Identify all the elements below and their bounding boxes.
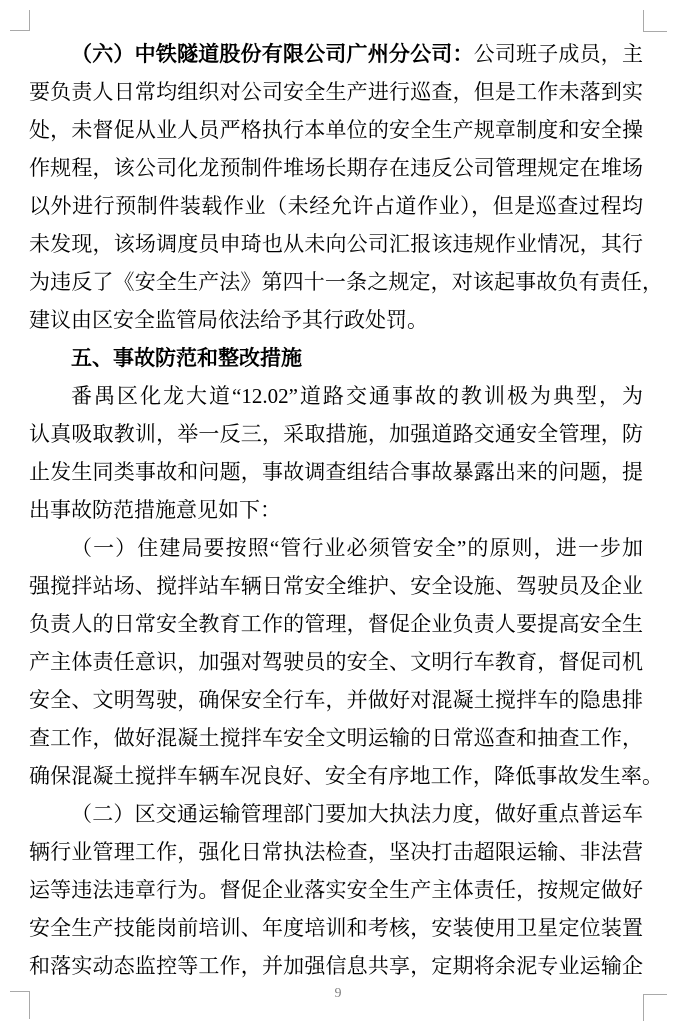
text-boundary-mark-top-left bbox=[10, 10, 30, 31]
text-line bbox=[29, 605, 643, 643]
bold-text-run: （六）中铁隧道股份有限公司广州分公司： bbox=[71, 42, 474, 66]
text-boundary-mark-top-right bbox=[643, 10, 667, 32]
text-run: 产主体责任意识，加强对驾驶员的安全、文明行车教育，督促司机 bbox=[29, 650, 643, 674]
text-line bbox=[29, 681, 643, 719]
text-line bbox=[29, 339, 643, 377]
text-run: 以外进行预制件装载作业（未经允许占道作业），但是巡查过程均 bbox=[29, 194, 643, 218]
text-run: 为违反了《安全生产法》第四十一条之规定，对该起事故负有责任， bbox=[29, 270, 663, 294]
text-run: 负责人的日常安全教育工作的管理，督促企业负责人要提高安全生 bbox=[29, 612, 643, 636]
text-run: 建议由区安全监管局依法给予其行政处罚。 bbox=[29, 308, 428, 332]
text-run: 番禺区化龙大道“12.02”道路交通事故的教训极为典型，为 bbox=[71, 384, 643, 408]
text-run: 公司班子成员，主 bbox=[473, 42, 643, 66]
text-line bbox=[29, 529, 643, 567]
text-run: 辆行业管理工作，强化日常执法检查，坚决打击超限运输、非法营 bbox=[29, 840, 643, 864]
document-text-block bbox=[29, 35, 663, 985]
text-run: 作规程，该公司化龙预制件堆场长期存在违反公司管理规定在堆场 bbox=[29, 156, 643, 180]
text-line bbox=[29, 567, 643, 605]
text-run: 要负责人日常均组织对公司安全生产进行巡查，但是工作未落到实 bbox=[29, 80, 643, 104]
text-line bbox=[29, 947, 643, 985]
text-line bbox=[29, 187, 643, 225]
text-run: 确保混凝土搅拌车辆车况良好、安全有序地工作，降低事故发生率。 bbox=[29, 764, 663, 788]
text-run: 强搅拌站场、搅拌站车辆日常安全维护、安全设施、驾驶员及企业 bbox=[29, 574, 643, 598]
text-line bbox=[29, 415, 643, 453]
text-line bbox=[29, 643, 643, 681]
text-run: 安全、文明驾驶，确保安全行车，并做好对混凝土搅拌车的隐患排 bbox=[29, 688, 643, 712]
text-line bbox=[29, 453, 643, 491]
text-line bbox=[29, 73, 643, 111]
text-line bbox=[29, 225, 643, 263]
text-run: 止发生同类事故和问题，事故调查组结合事故暴露出来的问题，提 bbox=[29, 460, 643, 484]
text-line bbox=[29, 833, 643, 871]
text-run: 未发现，该场调度员申琦也从未向公司汇报该违规作业情况，其行 bbox=[29, 232, 643, 256]
text-line bbox=[29, 757, 663, 795]
text-line bbox=[29, 795, 643, 833]
text-run: 和落实动态监控等工作，并加强信息共享，定期将余泥专业运输企 bbox=[29, 954, 643, 978]
text-line bbox=[29, 871, 643, 909]
text-line bbox=[29, 377, 643, 415]
text-run: 安全生产技能岗前培训、年度培训和考核，安装使用卫星定位装置 bbox=[29, 916, 643, 940]
text-run: （一）住建局要按照“管行业必须管安全”的原则，进一步加 bbox=[71, 536, 643, 560]
page-number: 9 bbox=[334, 986, 342, 1001]
text-line bbox=[29, 491, 643, 529]
text-run: （二）区交通运输管理部门要加大执法力度，做好重点普运车 bbox=[71, 802, 643, 826]
text-line bbox=[29, 111, 643, 149]
text-run: 出事故防范措施意见如下： bbox=[29, 498, 281, 522]
text-run: 处，未督促从业人员严格执行本单位的安全生产规章制度和安全操 bbox=[29, 118, 643, 142]
text-run: 查工作，做好混凝土搅拌车安全文明运输的日常巡查和抽查工作， bbox=[29, 726, 643, 750]
text-run: 认真吸取教训，举一反三，采取措施，加强道路交通安全管理，防 bbox=[29, 422, 643, 446]
text-line bbox=[29, 909, 643, 947]
text-line bbox=[29, 301, 643, 339]
text-line bbox=[29, 149, 643, 187]
text-line bbox=[29, 263, 663, 301]
text-line bbox=[29, 719, 643, 757]
bold-text-run: 五、事故防范和整改措施 bbox=[71, 346, 302, 370]
text-line bbox=[29, 35, 643, 73]
text-run: 运等违法违章行为。督促企业落实安全生产主体责任，按规定做好 bbox=[29, 878, 643, 902]
